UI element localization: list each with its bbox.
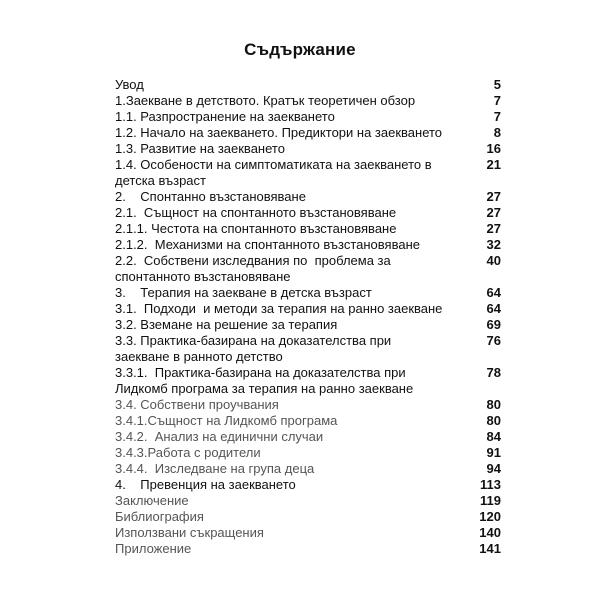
toc-page-number: 140: [479, 525, 501, 540]
toc-entry: 3.3.1. Практика-базирана на доказателства при Лидкомб програма за терапия на ранно заекване: [115, 365, 414, 396]
toc-entry: 2.1.2. Механизми на спонтанното възстановяване: [115, 237, 420, 252]
toc-page-number: 113: [480, 477, 501, 492]
toc-row: [115, 509, 501, 525]
toc-page-number: 78: [486, 365, 501, 380]
toc-entry: 3.1. Подходи и методи за терапия на ранно заекване: [115, 301, 443, 316]
toc-page-number: 120: [479, 509, 501, 524]
toc-row: [115, 93, 501, 109]
toc-entry: 3.3. Практика-базирана на доказателства при заекване в ранното детство: [115, 333, 395, 364]
toc-entry: 2.2. Собствени изследвания по проблема за спонтанното възстановяване: [115, 253, 395, 284]
toc-row: [115, 253, 501, 285]
toc-entry: 1.4. Особености на симптоматиката на заекването в детска възраст: [115, 157, 436, 188]
toc-entry: 3.4.2. Анализ на единични случаи: [115, 429, 324, 444]
toc-entry: 3. Терапия на заекване в детска възраст: [115, 285, 372, 300]
toc-row: [115, 413, 501, 429]
toc-row: [115, 445, 501, 461]
toc-entry: 1.Заекване в детството. Кратък теоретичен обзор: [115, 93, 416, 108]
toc-page-number: 94: [486, 461, 501, 476]
toc-entry: 1.2. Начало на заекването. Предиктори на заекването: [115, 125, 443, 140]
toc-entry: 3.4.1.Същност на Лидкомб програма: [115, 413, 338, 428]
toc-page-number: 27: [486, 221, 501, 236]
toc-page-number: 141: [479, 541, 501, 556]
toc-page-number: 21: [486, 157, 501, 172]
toc-page-number: 119: [480, 493, 501, 508]
toc-page-number: 80: [486, 413, 501, 428]
toc-row: [115, 189, 501, 205]
table-of-contents: [115, 77, 501, 557]
toc-entry: 1.1. Разпространение на заекването: [115, 109, 335, 124]
toc-entry: 3.4.4. Изследване на група деца: [115, 461, 315, 476]
toc-entry: 3.2. Вземане на решение за терапия: [115, 317, 338, 332]
toc-row: [115, 365, 501, 397]
page-title: Съдържание: [244, 40, 356, 59]
toc-row: [115, 205, 501, 221]
toc-page-number: 64: [486, 301, 501, 316]
toc-page-number: 32: [486, 237, 501, 252]
toc-page-number: 76: [486, 333, 501, 348]
toc-page-number: 80: [486, 397, 501, 412]
toc-row: [115, 77, 501, 93]
toc-row: [115, 157, 501, 189]
toc-row: [115, 429, 501, 445]
toc-page-number: 27: [486, 205, 501, 220]
toc-row: [115, 493, 501, 509]
toc-row: [115, 525, 501, 541]
toc-entry: Използвани съкращения: [115, 525, 264, 540]
toc-row: [115, 397, 501, 413]
toc-page-number: 91: [486, 445, 501, 460]
toc-row: [115, 333, 501, 365]
toc-page-number: 69: [486, 317, 501, 332]
toc-entry: 2.1.1. Честота на спонтанното възстановяване: [115, 221, 397, 236]
toc-row: [115, 541, 501, 557]
toc-row: [115, 317, 501, 333]
toc-entry: 3.4. Собствени проучвания: [115, 397, 279, 412]
toc-row: [115, 141, 501, 157]
toc-entry: 2.1. Същност на спонтанното възстановяване: [115, 205, 397, 220]
toc-row: [115, 237, 501, 253]
toc-page-number: 64: [486, 285, 501, 300]
toc-entry: Приложение: [115, 541, 192, 556]
toc-entry: 2. Спонтанно възстановяване: [115, 189, 306, 204]
toc-page-number: 27: [486, 189, 501, 204]
toc-entry: Заключение: [115, 493, 189, 508]
toc-row: [115, 109, 501, 125]
toc-page-number: 7: [493, 93, 501, 108]
toc-row: [115, 221, 501, 237]
toc-row: [115, 301, 501, 317]
toc-page-number: 16: [486, 141, 501, 156]
toc-row: [115, 125, 501, 141]
toc-row: [115, 461, 501, 477]
toc-entry: Библиография: [115, 509, 204, 524]
toc-entry: 3.4.3.Работа с родители: [115, 445, 261, 460]
toc-entry: 4. Превенция на заекването: [115, 477, 296, 492]
toc-row: [115, 285, 501, 301]
toc-page-number: 8: [493, 125, 501, 140]
toc-entry: Увод: [115, 77, 144, 92]
toc-page-number: 84: [486, 429, 501, 444]
toc-row: [115, 477, 501, 493]
toc-page-number: 5: [493, 77, 501, 92]
toc-page-number: 7: [493, 109, 501, 124]
toc-entry: 1.3. Развитие на заекването: [115, 141, 285, 156]
toc-page-number: 40: [486, 253, 501, 268]
